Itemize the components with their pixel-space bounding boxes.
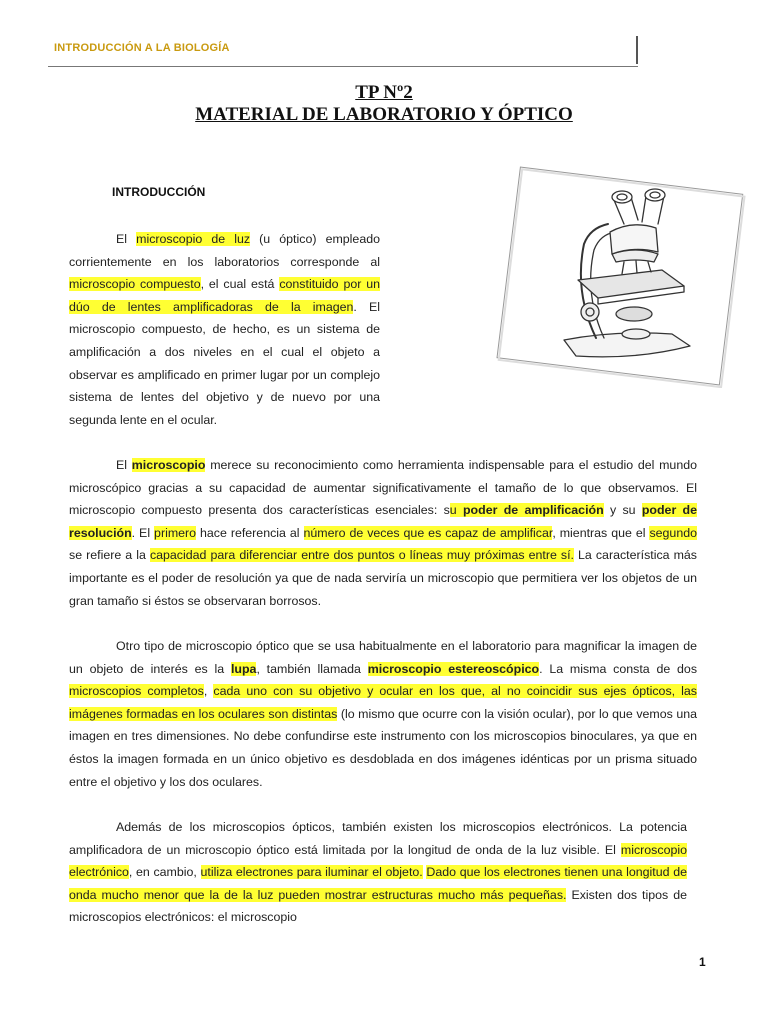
header-title: INTRODUCCIÓN A LA BIOLOGÍA xyxy=(54,42,230,54)
paragraph-4: Además de los microscopios ópticos, también existen los microscopios electrónicos. La potencia amplificadora de un microscopio óptico está limitada por la longitud de onda de la luz visible. El microscopio electrónico, en cambio, utiliza electrones para iluminar el objeto. Dado que los electrones tienen una longitud de onda mucho menor que la de la luz pueden mostrar estructuras mucho más pequeñas. Existen dos tipos de microscopios electrónicos: el microscopio xyxy=(69,820,688,925)
paragraph-2: El microscopio merece su reconocimiento como herramienta indispensable para el estudio del mundo microscópico gracias a su capacidad de aumentar significativamente el tamaño de lo que observamos. El microscopio compuesto presenta dos características esenciales: su poder de amplificación y su poder de resolución. El primero hace referencia al número de veces que es capaz de amplificar, mientras que el segundo se refiere a la capacidad para diferenciar entre dos puntos o líneas muy próximas entre sí. La característica más importante es el poder de resolución ya que de nada serviría un microscopio que permitiera ver los objetos de un gran tamaño si éstos se observaran borrosos. xyxy=(69,458,698,608)
microscope-figure xyxy=(486,162,754,388)
paragraph-1: El microscopio de luz (u óptico) empleado corrientemente en los laboratorios corresponde al microscopio compuesto, el cual está constituido por un dúo de lentes amplificadoras de la imagen. El microscopio compuesto, de hecho, es un sistema de amplificación a dos niveles en el cual el objeto a observar es amplificado en primer lugar por un complejo sistema de lentes del objetivo y de nuevo por una segunda lente en el ocular. xyxy=(69,232,381,427)
page-header xyxy=(48,30,638,67)
section-heading: INTRODUCCIÓN xyxy=(112,185,206,199)
microscope-icon xyxy=(486,162,754,388)
document-title-line1: TP Nº2 xyxy=(355,82,413,103)
page-number: 1 xyxy=(699,955,706,969)
header-divider xyxy=(636,36,638,64)
document-title-line2: MATERIAL DE LABORATORIO Y ÓPTICO xyxy=(195,104,573,125)
paragraph-3: Otro tipo de microscopio óptico que se usa habitualmente en el laboratorio para magnificar la imagen de un objeto de interés es la lupa, también llamada microscopio estereoscópico. La misma consta de dos microscopios completos, cada uno con su objetivo y ocular en los que, al no coincidir sus ejes ópticos, las imágenes formadas en los oculares son distintas (lo mismo que ocurre con la visión ocular), por lo que vemos una imagen en tres dimensiones. No debe confundirse este instrumento con los microscopios binoculares, ya que en éstos la imagen formada en un único objetivo es desdoblada en dos imágenes idénticas por un prisma situado entre el objetivo y los dos oculares. xyxy=(69,639,698,789)
